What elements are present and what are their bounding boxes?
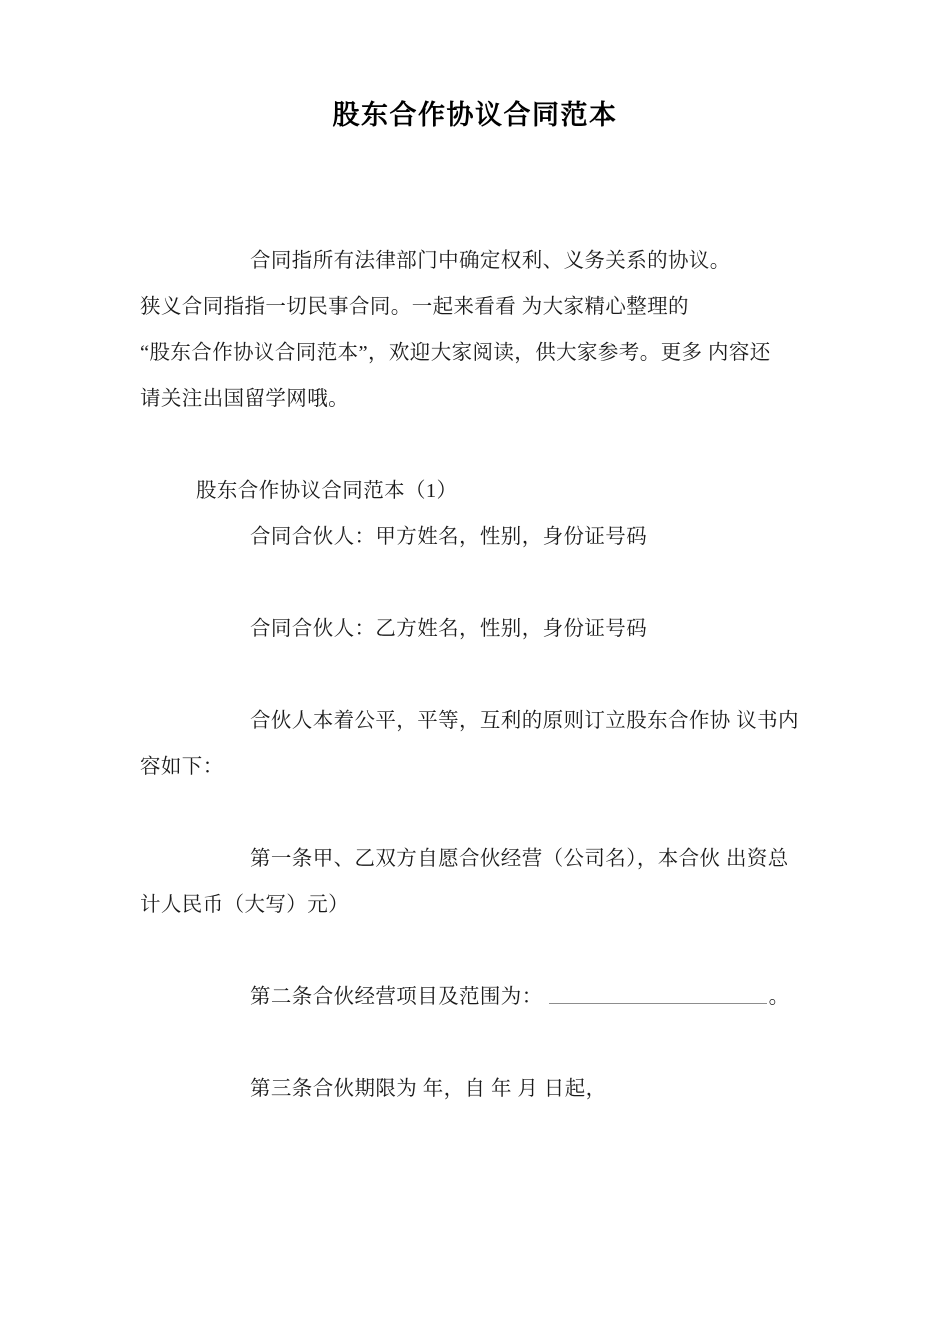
intro-line-1: 合同指所有法律部门中确定权利、义务关系的协议。	[250, 250, 731, 272]
partner-b-line: 合同合伙人：乙方姓名，性别，身份证号码	[250, 618, 648, 640]
partner-a-line: 合同合伙人：甲方姓名，性别，身份证号码	[250, 526, 648, 548]
article-one-line-1: 第一条甲、乙双方自愿合伙经营（公司名），本合伙 出资总	[250, 848, 789, 870]
article-two-suffix: 。	[768, 986, 790, 1008]
section-heading: 股东合作协议合同范本（1）	[196, 480, 458, 502]
page-title: 股东合作协议合同范本	[332, 100, 618, 131]
principles-line-2: 容如下：	[140, 756, 224, 778]
intro-line-2: 狭义合同指指一切民事合同。一起来看看 为大家精心整理的	[140, 296, 689, 318]
intro-line-3: “股东合作协议合同范本”，欢迎大家阅读，供大家参考。更多 内容还	[140, 342, 771, 364]
article-two-blank-field[interactable]	[549, 987, 767, 1004]
article-one-line-2: 计人民币（大写）元）	[140, 894, 349, 916]
intro-line-4: 请关注出国留学网哦。	[140, 388, 349, 410]
article-two-prefix: 第二条合伙经营项目及范围为：	[250, 986, 543, 1008]
principles-line-1: 合伙人本着公平，平等，互利的原则订立股东合作协 议书内	[250, 710, 799, 732]
document-body	[140, 238, 830, 1112]
article-two-line	[140, 974, 830, 1020]
article-three-line: 第三条合伙期限为 年，自 年 月 日起，	[250, 1078, 607, 1100]
